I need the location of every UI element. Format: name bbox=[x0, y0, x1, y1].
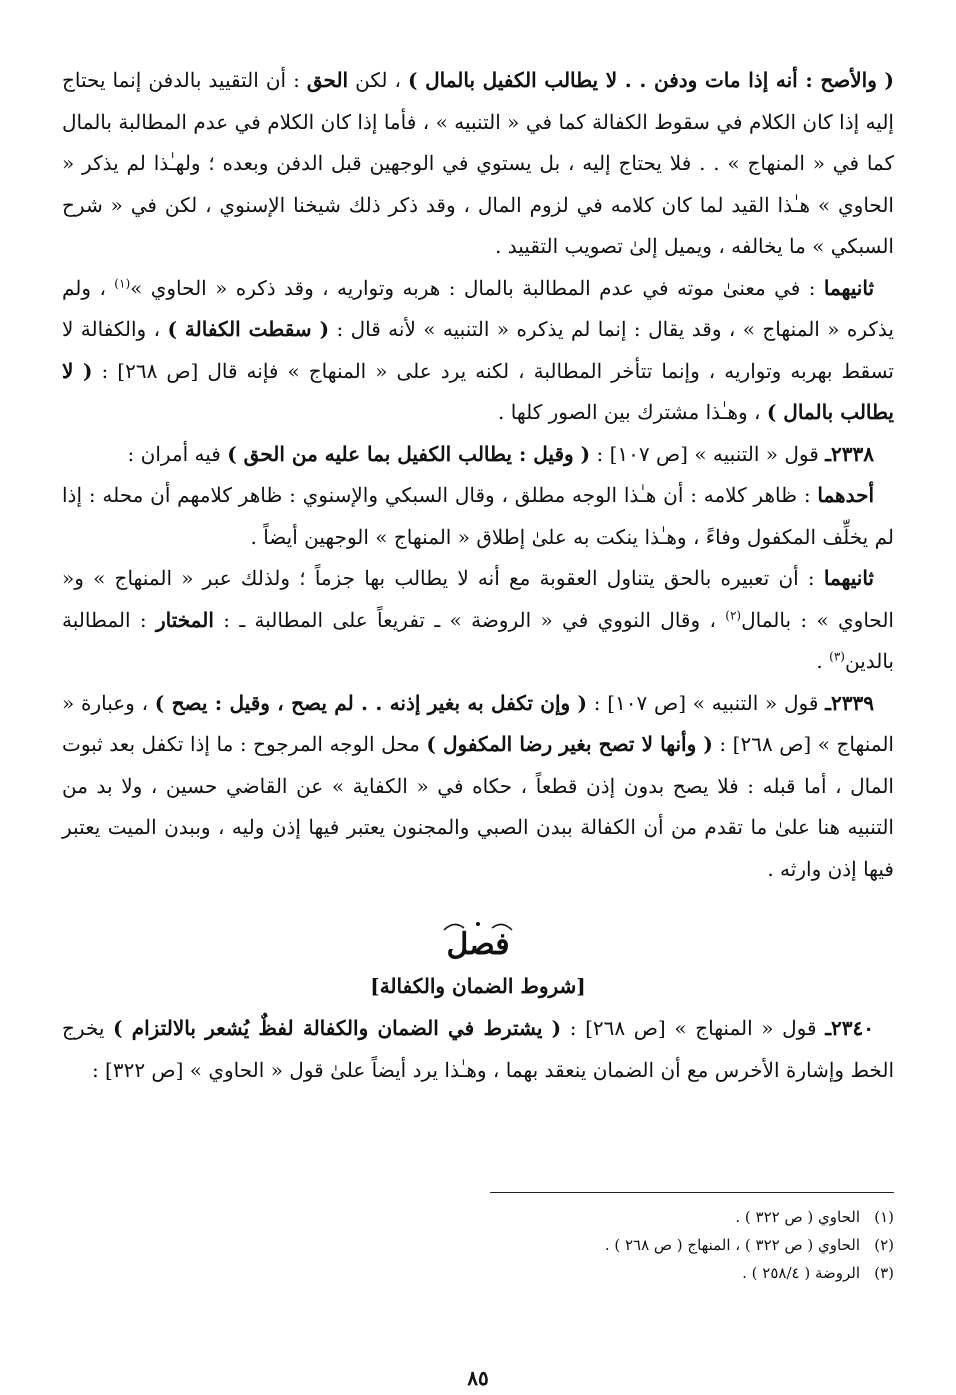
text-run: قول « المنهاج » [ص ٢٦٨] : bbox=[561, 1016, 826, 1040]
bold-term: ثانيهما bbox=[823, 566, 874, 590]
footnote-separator bbox=[490, 1192, 894, 1193]
footnote-text: الروضة ( ٢٥٨/٤ ) . bbox=[742, 1264, 860, 1282]
bold-term: أحدهما bbox=[817, 483, 874, 507]
footnote-ref[interactable]: (٣) bbox=[829, 649, 845, 664]
text-run: يخرج الخط وإشارة الأخرس مع أن الضمان ينعقد بهما ، وهـٰذا يرد أيضاً علىٰ قول « الحاوي » [ص ٣٢٢] : bbox=[62, 1016, 894, 1082]
paragraph-4 bbox=[62, 475, 894, 558]
text-run: ، ولم يذكره « المنهاج » ، وقد يقال : إنما لم يذكره « التنبيه » لأنه قال : bbox=[62, 275, 894, 341]
footnote-number: (٢) bbox=[874, 1236, 894, 1254]
bold-quote: ( لا يطالب بالمال ) bbox=[62, 358, 894, 424]
bold-quote: ( والأصح : أنه إذا مات ودفن . . لا يطالب الكفيل بالمال ) bbox=[408, 68, 894, 92]
entry-number: ٢٣٣٩ـ bbox=[825, 690, 874, 715]
footnote-2 bbox=[605, 1232, 894, 1258]
footnote-ref[interactable]: (٢) bbox=[725, 607, 742, 622]
text-run: : ظاهر كلامه : أن هـٰذا الوجه مطلق ، وقال السبكي والإسنوي : ظاهر كلامهم أن محله : إذا لم يخلِّف المكفول وفاءً ، وهـٰذا ينكت به علىٰ إطلاق « المنهاج » الوجهين أيضاً . bbox=[62, 483, 894, 549]
paragraph-2339 bbox=[62, 683, 894, 891]
bold-quote: ( وإن تكفل به بغير إذنه . . لم يصح ، وقيل : يصح ) bbox=[154, 690, 587, 715]
section-title: [شروط الضمان والكفالة] bbox=[370, 974, 586, 998]
bold-term: ثانيهما bbox=[823, 275, 875, 300]
footnote-ref[interactable]: (١) bbox=[114, 275, 131, 290]
bold-quote: ( وأنها لا تصح بغير رضا المكفول ) bbox=[426, 732, 713, 756]
text-run: محل الوجه المرجوح : ما إذا تكفل بعد ثبوت المال ، أما قبله : فلا يصح بدون إذن قطعاً ، حكاه في « الكفاية » عن القاضي حسين ، ولا بد من التنبيه هنا علىٰ ما تقدم من أن الكفالة ببدن الصبي والمجنون يعتبر فيها إذن وليه ، وببدن الميت يعتبر فيها إذن وارثه . bbox=[62, 732, 894, 881]
paragraph-5 bbox=[62, 558, 894, 683]
fasl-text: فصل bbox=[446, 927, 510, 962]
text-run: : أن تعبيره بالحق يتناول العقوبة مع أنه لا يطالب بها جزماً ؛ ولذلك عبر « المنهاج » و« الحاوي » : بالمال bbox=[62, 566, 894, 632]
ornament-dot bbox=[476, 922, 480, 926]
footnote-3 bbox=[742, 1260, 894, 1286]
text-run: ، لكن bbox=[348, 68, 409, 92]
footnote-number: (١) bbox=[874, 1208, 894, 1226]
fasl-ornament bbox=[62, 916, 894, 968]
footnote-text: الحاوي ( ص ٣٢٢ ) . bbox=[735, 1208, 860, 1226]
footnote-1 bbox=[735, 1204, 894, 1230]
footnote-text: الحاوي ( ص ٣٢٢ ) ، المنهاج ( ص ٢٦٨ ) . bbox=[604, 1236, 860, 1254]
paragraph-2 bbox=[62, 268, 894, 434]
text-run: ، وقال النووي في « الروضة » ـ تفريعاً على المطالبة ـ : bbox=[213, 607, 726, 632]
paragraph-1 bbox=[62, 60, 894, 268]
page-content bbox=[62, 60, 894, 1390]
bold-quote: ( سقطت الكفالة ) bbox=[167, 317, 330, 341]
entry-number: ٢٣٣٨ـ bbox=[825, 441, 874, 466]
text-run: ، وهـٰذا مشترك بين الصور كلها . bbox=[498, 400, 767, 424]
paragraph-2340 bbox=[62, 1008, 894, 1091]
paragraph-2338 bbox=[62, 434, 894, 476]
text-run: ، والكفالة لا تسقط بهربه وتواريه ، وإنما تتأخر المطالبة ، لكنه يرد على « المنهاج » فإنه قال [ص ٢٦٨] : bbox=[62, 317, 894, 383]
page-number: ٨٥ bbox=[467, 1366, 489, 1390]
text-run: . bbox=[816, 649, 830, 673]
bold-quote: ( وقيل : يطالب الكفيل بما عليه من الحق ) bbox=[227, 441, 591, 466]
bold-term: الحق bbox=[306, 68, 349, 92]
text-run: : في معنىٰ موته في عدم المطالبة بالمال : هربه وتواريه ، وقد ذكره « الحاوي » bbox=[130, 275, 824, 300]
fasl-calligraphy-icon bbox=[430, 916, 526, 968]
entry-number: ٢٣٤٠ـ bbox=[825, 1016, 875, 1040]
text-run: قول « التنبيه » [ص ١٠٧] : bbox=[587, 690, 826, 715]
text-run: ، وعبارة « المنهاج » [ص ٢٦٨] : bbox=[62, 690, 894, 756]
text-run: : أن التقييد بالدفن إنما يحتاج إليه إذا كان الكلام في سقوط الكفالة كما في « التنبيه » ، فأما إذا كان الكلام في عدم المطالبة بالمال كما في « المنهاج » . . فلا يحتاج إليه ، بل يستوي في الوجهين قبل الدفن وبعده ؛ ولهـٰذا لم يذكر « الحاوي » هـٰذا القيد لما كان كلامه في لزوم المال ، وقد ذكر ذلك شيخنا الإسنوي ، لكن في « شرح السبكي » ما يخالفه ، ويميل إلىٰ تصويب التقييد . bbox=[62, 68, 894, 258]
footnote-number: (٣) bbox=[874, 1264, 894, 1282]
text-run: : المطالبة بالدين bbox=[62, 607, 894, 673]
text-run: قول « التنبيه » [ص ١٠٧] : bbox=[590, 441, 826, 466]
bold-quote: ( يشترط في الضمان والكفالة لفظٌ يُشعر بالالتزام ) bbox=[113, 1016, 562, 1040]
text-run: فيه أمران : bbox=[127, 441, 228, 466]
bold-term: المختار bbox=[155, 607, 214, 632]
